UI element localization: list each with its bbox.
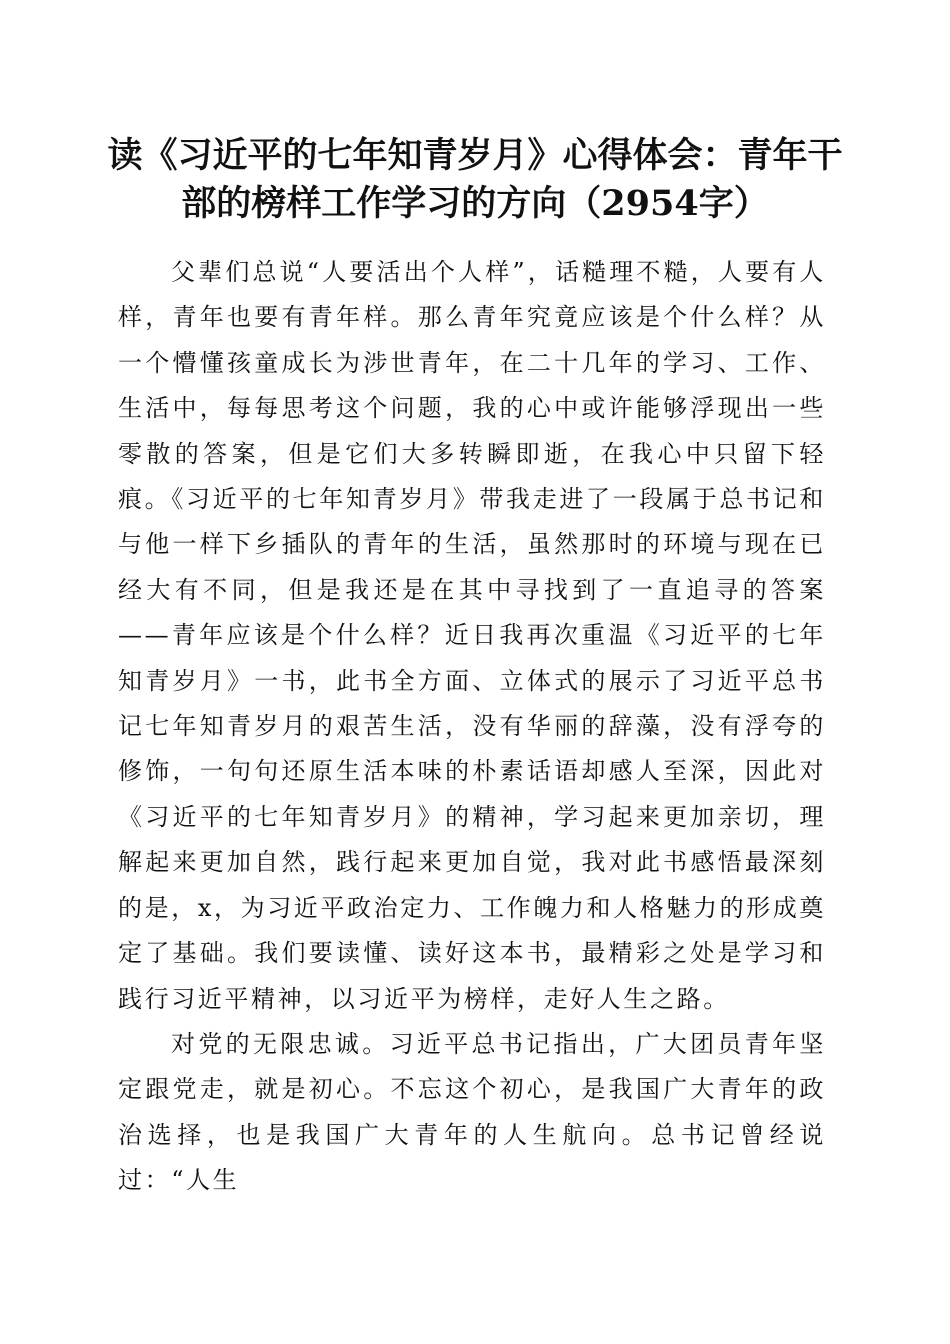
paragraph-intro: 父辈们总说“人要活出个人样”，话糙理不糙，人要有人样，青年也要有青年样。那么青年究竟应该是个什么样？从一个懵懂孩童成长为涉世青年，在二十几年的学习、工作、生活中，每每思考这个问题，我的心中或许能够浮现出一些零散的答案，但是它们大多转瞬即逝，在我心中只留下轻痕。《习近平的七年知青岁月》带我走进了一段属于总书记和与他一样下乡插队的青年的生活，虽然那时的环境与现在已经大有不同，但是我还是在其中寻找到了一直追寻的答案——青年应该是个什么样？近日我再次重温《习近平的七年知青岁月》一书，此书全方面、立体式的展示了习近平总书记七年知青岁月的艰苦生活，没有华丽的辞藻，没有浮夸的修饰，一句句还原生活本味的朴素话语却感人至深，因此对《习近平的七年知青岁月》的精神，学习起来更加亲切，理解起来更加自然，践行起来更加自觉，我对此书感悟最深刻的是，x，为习近平政治定力、工作魄力和人格魅力的形成奠定了基础。我们要读懂、读好这本书，最精彩之处是学习和践行习近平精神，以习近平为榜样，走好人生之路。 (118, 258, 826, 1013)
document-title: 读《习近平的七年知青岁月》心得体会：青年干部的榜样工作学习的方向（2954字） (107, 135, 843, 224)
paragraph-loyalty: 对党的无限忠诚。习近平总书记指出，广大团员青年坚定跟党走，就是初心。不忘这个初心，是我国广大青年的政治选择，也是我国广大青年的人生航向。总书记曾经说过：“人生 (118, 1029, 826, 1195)
document-body (118, 250, 826, 1204)
